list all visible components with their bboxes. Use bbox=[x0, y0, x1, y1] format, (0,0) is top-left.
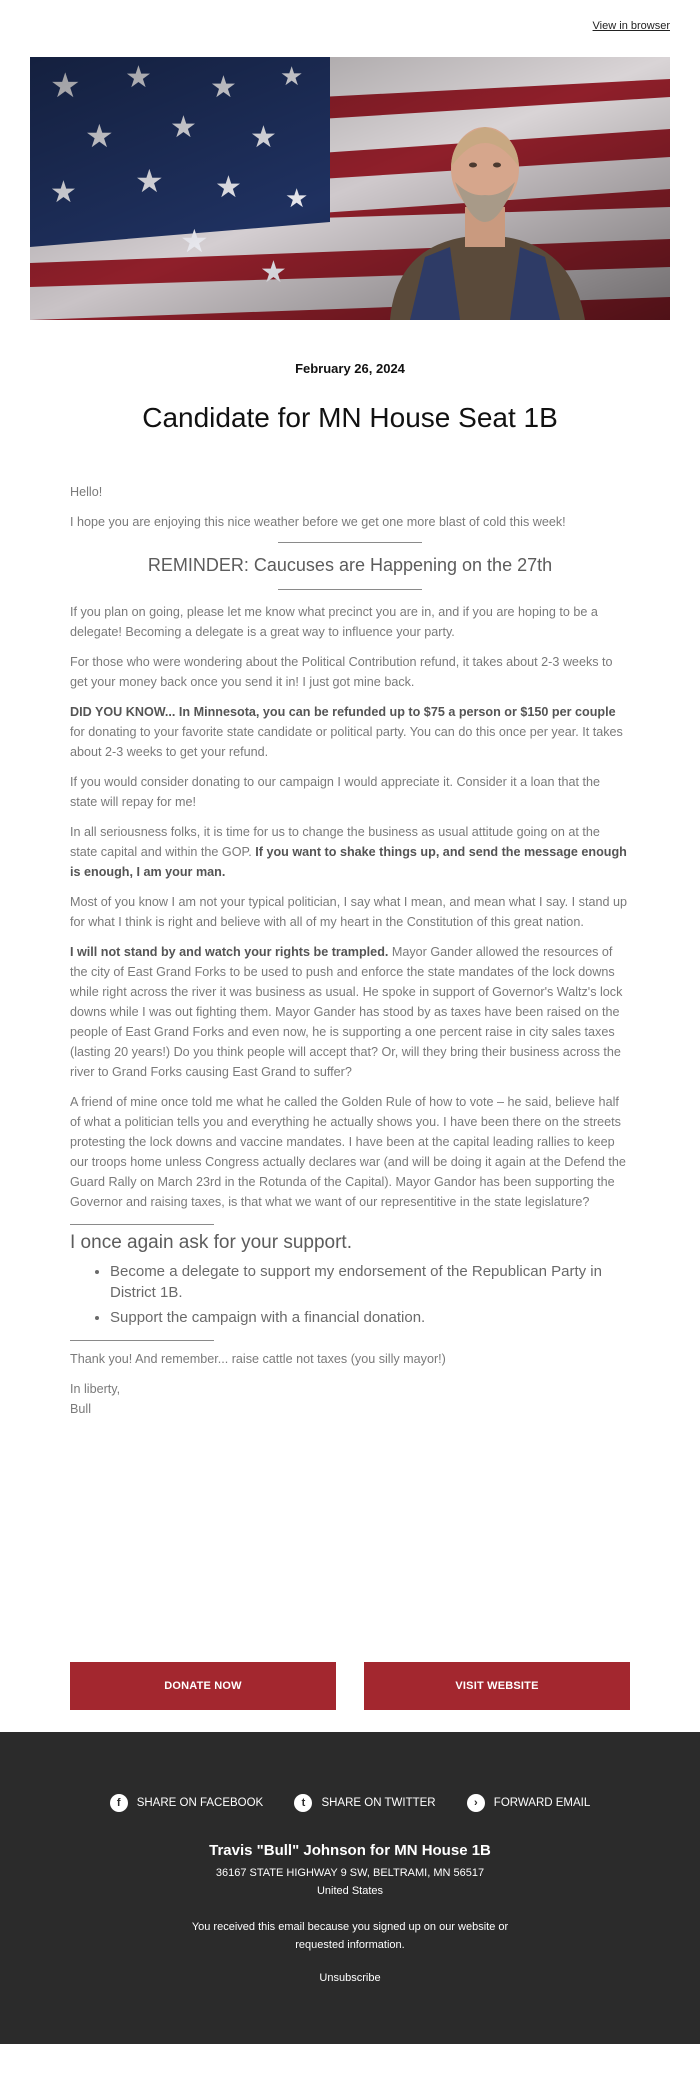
signoff-line-1: In liberty, bbox=[70, 1382, 121, 1396]
support-list bbox=[70, 1261, 630, 1328]
divider bbox=[70, 1340, 214, 1341]
email-date: February 26, 2024 bbox=[295, 361, 405, 376]
share-twitter-label: SHARE ON TWITTER bbox=[321, 1797, 436, 1809]
politician-paragraph: Most of you know I am not your typical politician, I say what I mean, and mean what I say. I stand up for what I think is right and believe with all of my heart in the Constitution of this great nation. bbox=[70, 895, 627, 929]
did-you-know-paragraph bbox=[70, 702, 630, 762]
donate-now-button[interactable]: DONATE NOW bbox=[70, 1662, 336, 1710]
footer bbox=[0, 1732, 700, 2044]
rights-text: Mayor Gander allowed the resources of the city of East Grand Forks to be used to push and enforce the state mandates of the lock downs while right across the river it was business as usual. He spoke in support of Governor's Waltz's lock downs while I was out fighting them. Mayor Gander has stood by as taxes have been raised on the people of East Grand Forks and even now, he is supporting a one percent raise in city sales taxes (lasting 20 years!) Do you think people will accept that? Or, will they bring their business across the river to Grand Forks causing East Grand to suffer? bbox=[70, 945, 623, 1079]
did-you-know-text: for donating to your favorite state candidate or political party. You can do this once per year. It takes about 2-3 weeks to get your refund. bbox=[70, 725, 623, 759]
golden-rule-paragraph: A friend of mine once told me what he called the Golden Rule of how to vote – he said, believe half of what a politician tells you and everything he actually shows you. I have been there on the streets protesting the lock downs and vaccine mandates. I have been at the capital leading rallies to keep our troops home unless Congress actually declares war (and will be doing it again at the Defend the Guard Rally on March 23rd in the Rotunda of the Capital). Mayor Gandor has been supporting the Governor and raising taxes, is that what we want of our representitive in the state legislature? bbox=[70, 1095, 626, 1209]
share-twitter-link[interactable] bbox=[294, 1794, 435, 1812]
seriousness-bold: If you want to shake things up, and send the message enough is enough, I am your man. bbox=[70, 845, 627, 879]
visit-website-button[interactable]: VISIT WEBSITE bbox=[364, 1662, 630, 1710]
seriousness-paragraph bbox=[70, 822, 630, 882]
address-line-1: 36167 STATE HIGHWAY 9 SW, BELTRAMI, MN 56517 bbox=[215, 1867, 485, 1879]
flag-portrait-image bbox=[30, 57, 670, 320]
facebook-icon: f bbox=[110, 1794, 128, 1812]
thanks-line: Thank you! And remember... raise cattle not taxes (you silly mayor!) bbox=[70, 1352, 446, 1366]
divider bbox=[278, 542, 422, 543]
forward-email-link[interactable] bbox=[467, 1794, 590, 1812]
forward-email-label: FORWARD EMAIL bbox=[493, 1797, 591, 1809]
email-body bbox=[70, 482, 630, 1429]
share-facebook-link[interactable] bbox=[110, 1794, 264, 1812]
organization-name: Travis "Bull" Johnson for MN House 1B bbox=[209, 1842, 491, 1859]
list-item: • Support the campaign with a financial donation. bbox=[110, 1307, 630, 1328]
share-facebook-label: SHARE ON FACEBOOK bbox=[136, 1797, 264, 1809]
subscription-notice: You received this email because you signed up on our website or requested information. bbox=[191, 1921, 509, 1951]
unsubscribe-link[interactable]: Unsubscribe bbox=[319, 1972, 381, 1984]
caucus-paragraph: If you plan on going, please let me know what precinct you are in, and if you are hoping to be a delegate! Becoming a delegate is a great way to influence your party. bbox=[70, 605, 598, 639]
address bbox=[0, 1864, 700, 1900]
list-item: • Become a delegate to support my endorsement of the Republican Party in District 1B. bbox=[110, 1261, 630, 1303]
view-in-browser-link[interactable]: View in browser bbox=[592, 20, 670, 32]
signoff-line-2: Bull bbox=[70, 1402, 91, 1416]
seriousness-text: In all seriousness folks, it is time for us to change the business as usual attitude going on at the state capital and within the GOP. bbox=[70, 825, 600, 859]
rights-bold: I will not stand by and watch your rights be trampled. bbox=[70, 945, 389, 959]
twitter-icon: t bbox=[294, 1794, 312, 1812]
page-title: Candidate for MN House Seat 1B bbox=[142, 402, 558, 433]
intro-paragraph: I hope you are enjoying this nice weather before we get one more blast of cold this week! bbox=[70, 515, 566, 529]
greeting: Hello! bbox=[70, 485, 103, 499]
rights-paragraph bbox=[70, 942, 630, 1082]
did-you-know-bold: DID YOU KNOW... In Minnesota, you can be refunded up to $75 a person or $150 per couple bbox=[70, 705, 616, 719]
address-line-2: United States bbox=[316, 1885, 384, 1897]
hero-image bbox=[30, 57, 670, 320]
donate-paragraph: If you would consider donating to our campaign I would appreciate it. Consider it a loan that the state will repay for me! bbox=[70, 775, 600, 809]
share-row bbox=[0, 1794, 700, 1812]
reminder-heading: REMINDER: Caucuses are Happening on the 27th bbox=[147, 555, 553, 575]
divider bbox=[70, 1224, 214, 1225]
refund-paragraph: For those who were wondering about the Political Contribution refund, it takes about 2-3 weeks to get your money back once you send it in! I just got mine back. bbox=[70, 655, 613, 689]
divider bbox=[278, 589, 422, 590]
support-heading: I once again ask for your support. bbox=[70, 1232, 352, 1253]
forward-icon: › bbox=[467, 1794, 485, 1812]
